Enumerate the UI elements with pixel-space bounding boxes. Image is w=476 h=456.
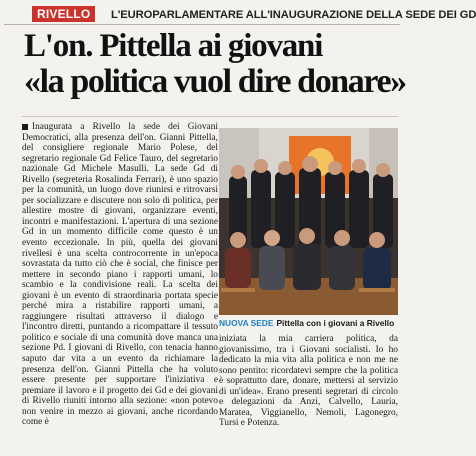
- headline: [24, 28, 406, 100]
- group-photo-illustration: [219, 128, 398, 315]
- kicker: L'EUROPARLAMENTARE ALL'INAUGURAZIONE DELLA SEDE DEI GD: [111, 9, 476, 21]
- caption-lead: NUOVA SEDE: [219, 318, 274, 328]
- article-text-2: iniziata la mia carriera politica, da giovanissimo, tra i Giovani socialisti. Io ho dedicato la mia vita alla politica e non me ne sono pentito: ricordatevi sempre che la politica è soprattutto dare, donare, mettersi al servizio di un'idea». Erano presenti segretari di circolo e delegazioni da Anzi, Calvello, Lauria, Maratea, Viggianello, Nemoli, Lagonegro, Tursi e Potenza.: [219, 334, 398, 429]
- headline-line-2: «la politica vuol dire donare»: [24, 63, 406, 100]
- square-bullet-icon: [22, 124, 28, 130]
- headline-line-1: L'on. Pittella ai giovani: [24, 28, 323, 64]
- section-header: [4, 4, 476, 25]
- photo-caption: [219, 316, 398, 330]
- article-photo: [219, 128, 398, 315]
- article-column-2: [219, 334, 398, 452]
- headline-divider: [22, 116, 398, 117]
- article-text-1: Inaugurata a Rivello la sede dei Giovani Democratici, alla presenza dell'on. Gianni Pittella, del consigliere regionale Mario Polese, del segretario regionale Gd Felice Tauro, del segretario nazionale Gd Michele Masulli. La sede Gd di Rivello (segreteria Rosalinda Ferrari), è uno spazio per la comunità, un luogo dove riunirsi e ritrovarsi per socializzare e discutere non solo di politica, per allestire mostre di giovani, organizzare eventi, incontri e manifestazioni. L'apertura di una sezione Gd in un momento difficile come questo è un evento eccezionale. In più, quella dei giovani rivellesi è una scelta controcorrente in un'epoca sovrastata da tutto ciò che è social, che finisce per mettere in secondo piano i rapporti umani, lo scambio e la condivisione reali. La scelta dei giovani è un evento di straordinaria portata specie perché mira a ristabilire rapporti umani, a raggiungere risultati attraverso il dialogo e l'incontro diretti, puntando a ricompattare il tessuto politico e sociale di una comunità dove manca una sezione Pd. I giovani di Rivello, con tenacia hanno saputo dar vita a un evento da richiamare la presenza dell'on. Gianni Pittella che ha voluto essere presente per supportare l'iniziativa e premiare il lavoro e il progetto dei Gd e dei giovani di Rivello riuniti intorno alla sezione: «non potevo non venire in mezzo ai giovani, anche ricordando come è: [22, 122, 218, 428]
- article-column-1: [22, 122, 218, 452]
- location-tag: RIVELLO: [32, 6, 95, 22]
- caption-text: Pittella con i giovani a Rivello: [276, 318, 395, 328]
